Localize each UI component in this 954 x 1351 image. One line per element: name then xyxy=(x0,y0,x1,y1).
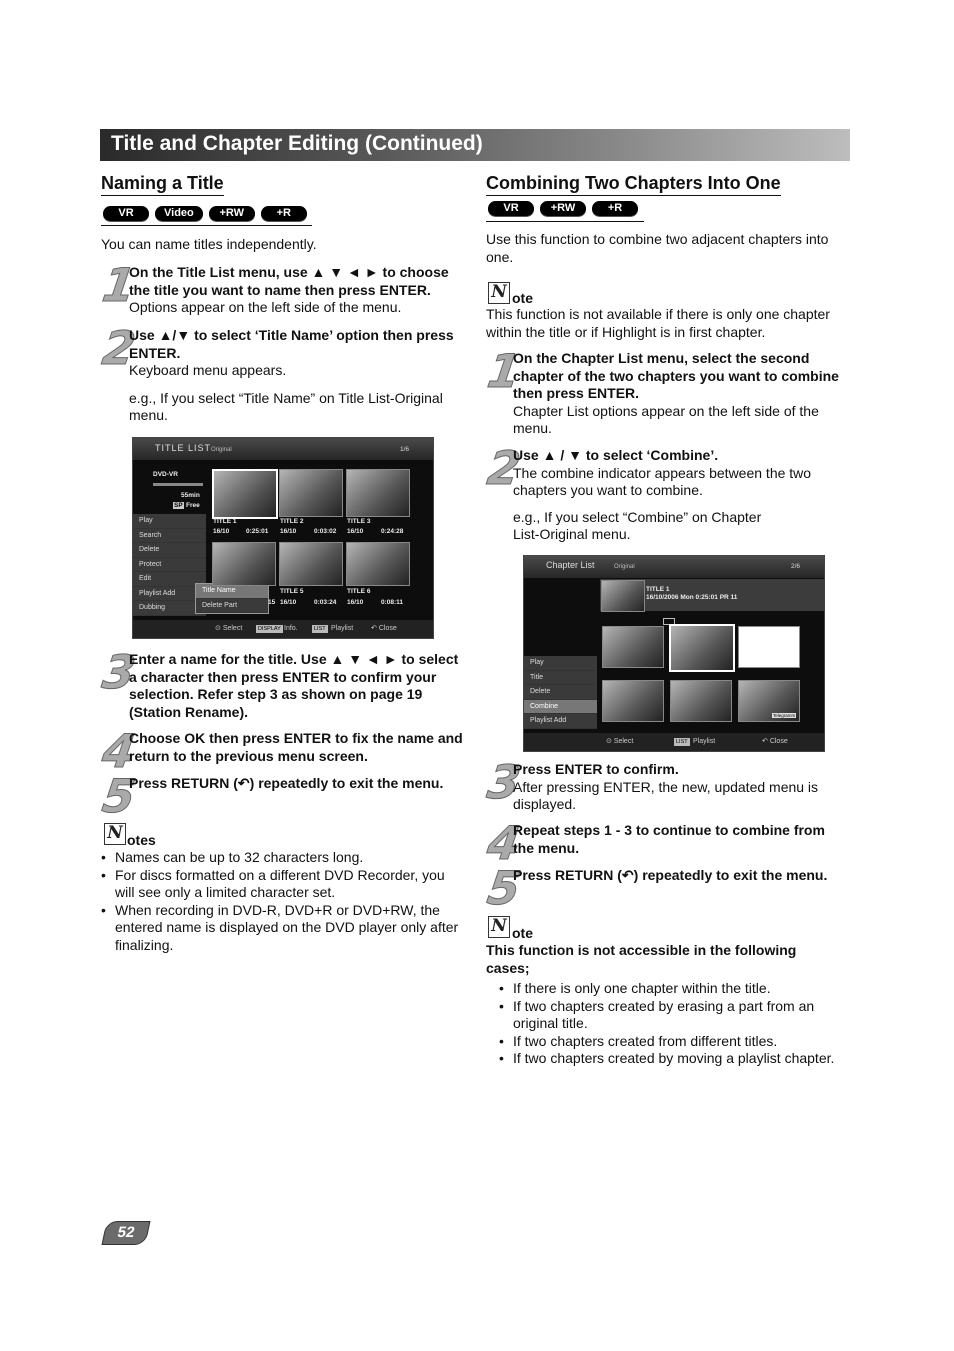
title-date: 16/10 xyxy=(213,528,230,535)
disc-type: DVD-VR xyxy=(153,471,178,478)
menu-item-protect[interactable]: Protect xyxy=(133,558,206,573)
right-step-2-instruction: Use ▲ / ▼ to select ‘Combine’. xyxy=(513,447,719,463)
badge-underline xyxy=(101,225,312,226)
menu-item-combine[interactable]: Combine xyxy=(524,700,597,715)
right-intro: Use this function to combine two adjacent chapters into one. xyxy=(486,231,829,265)
right-step-4 xyxy=(513,822,848,857)
menu-item-playlist-add[interactable]: Playlist Add xyxy=(133,587,206,602)
menu-item-dubbing[interactable]: Dubbing xyxy=(133,601,206,616)
badge-vr: VR xyxy=(103,206,149,221)
right-step-2-detail: The combine indicator appears between the two chapters you want to combine. xyxy=(513,464,812,498)
badge-plus-r: +R xyxy=(261,206,307,221)
title-list-screenshot xyxy=(132,437,434,639)
right-step-4-instruction: Repeat steps 1 - 3 to continue to combine from the menu. xyxy=(513,822,825,856)
title-duration: 0:03:24 xyxy=(314,599,337,606)
right-step-2 xyxy=(513,447,848,544)
list-item: • For discs formatted on a different DVD Recorder, you will see only a limited character set. xyxy=(101,867,466,902)
right-note-2-list xyxy=(499,980,854,1068)
menu-item-title[interactable]: Title xyxy=(524,671,597,686)
left-step-1-detail: Options appear on the left side of the menu. xyxy=(129,299,402,315)
left-step-1 xyxy=(129,264,464,317)
right-step-1 xyxy=(513,350,848,438)
right-step-3-detail: After pressing ENTER, the new, updated menu is displayed. xyxy=(513,778,819,812)
left-intro: You can name titles independently. xyxy=(101,236,317,252)
footer-playlist: Playlist xyxy=(693,738,716,745)
footer-playlist: Playlist xyxy=(331,625,354,632)
note-icon: N xyxy=(104,823,126,845)
chapter-thumbnail[interactable] xyxy=(738,626,800,668)
step-number-1: 1 xyxy=(484,344,524,398)
step-number-5: 5 xyxy=(484,861,524,915)
step-number-2: 2 xyxy=(484,441,524,495)
list-item: • Names can be up to 32 characters long. xyxy=(101,849,466,867)
title-date: 16/10 xyxy=(347,599,364,606)
right-format-badges xyxy=(488,201,638,216)
submenu-title-name[interactable]: Title Name xyxy=(196,584,268,599)
footer-close: ↶ Close xyxy=(371,625,397,632)
left-notes-list xyxy=(101,849,466,954)
note-label: ote xyxy=(512,290,533,306)
chapter-thumbnail[interactable] xyxy=(602,626,664,668)
title-name: TITLE 5 xyxy=(280,588,304,595)
title-thumbnail[interactable] xyxy=(346,542,410,586)
footer-info: Info. xyxy=(284,625,298,632)
menu-item-delete[interactable]: Delete xyxy=(133,543,206,558)
list-item: • When recording in DVD-R, DVD+R or DVD+RW, the entered name is displayed on the DVD player only after finalizing. xyxy=(101,902,466,955)
list-key: LIST xyxy=(676,739,688,745)
title-duration: 0:08:11 xyxy=(381,599,404,606)
step-number-5: 5 xyxy=(99,769,139,823)
title-thumbnail[interactable] xyxy=(279,542,343,586)
badge-plus-rw: +RW xyxy=(540,201,586,216)
badge-plus-rw: +RW xyxy=(209,206,255,221)
chapter-title-info: 16/10/2006 Mon 0:25:01 PR 11 xyxy=(646,594,738,601)
menu-item-play[interactable]: Play xyxy=(133,514,206,529)
screen-header-bar xyxy=(133,438,433,460)
notes-label: otes xyxy=(127,832,156,848)
disc-capacity-bar xyxy=(153,483,203,486)
screen-header-title: TITLE LIST xyxy=(155,443,212,453)
list-item: • If there is only one chapter within the title. xyxy=(499,980,854,998)
menu-item-delete[interactable]: Delete xyxy=(524,685,597,700)
footer-close: ↶ Close xyxy=(762,738,788,745)
title-name: TITLE 6 xyxy=(347,588,371,595)
title-duration: 0:25:01 xyxy=(246,528,269,535)
list-item: • If two chapters created by erasing a part from an original title. xyxy=(499,998,854,1033)
title-date: 16/10 xyxy=(347,528,364,535)
list-item: • If two chapters created from different titles. xyxy=(499,1033,854,1051)
screen-footer xyxy=(133,620,433,638)
badge-plus-r: +R xyxy=(592,201,638,216)
right-step-5-instruction: Press RETURN (↶) repeatedly to exit the menu. xyxy=(513,867,828,883)
badge-video: Video xyxy=(155,206,203,221)
screen-header-bar xyxy=(524,556,824,578)
title-name: TITLE 3 xyxy=(347,518,371,525)
left-step-4 xyxy=(129,730,464,765)
screen-page-indicator: 2/6 xyxy=(790,563,800,570)
title-date: 16/10 xyxy=(280,599,297,606)
submenu-delete-part[interactable]: Delete Part xyxy=(196,599,268,614)
naming-title-heading: Naming a Title xyxy=(101,173,224,196)
sp-mode: SP xyxy=(174,502,183,509)
right-step-1-instruction: On the Chapter List menu, select the second chapter of the two chapters you want to combine then press ENTER. xyxy=(513,350,839,401)
list-item: • If two chapters created by moving a playlist chapter. xyxy=(499,1050,854,1068)
chapter-thumbnail[interactable] xyxy=(602,680,664,722)
left-step-5 xyxy=(129,775,474,793)
page-title: Title and Chapter Editing (Continued) xyxy=(111,132,483,155)
title-name: TITLE 1 xyxy=(213,518,237,525)
list-key: LIST xyxy=(314,626,326,632)
screen-footer xyxy=(524,733,824,751)
note-label: ote xyxy=(512,925,533,941)
title-preview xyxy=(601,580,645,612)
chapter-options-menu xyxy=(524,656,597,729)
right-step-5 xyxy=(513,867,858,885)
edit-submenu xyxy=(195,583,269,614)
screen-page-indicator: 1/6 xyxy=(399,446,409,453)
title-thumbnail[interactable] xyxy=(279,469,343,517)
screen-header-title: Chapter List xyxy=(546,560,595,570)
step-number-4: 4 xyxy=(99,724,139,778)
left-step-2-detail: Keyboard menu appears. xyxy=(129,362,287,378)
left-step-3-instruction: Enter a name for the title. Use ▲ ▼ ◄ ► to select a character then press ENTER to confirm your selection. Refer step 3 as shown on page 19 (Station Rename). xyxy=(129,651,459,720)
left-step-5-instruction: Press RETURN (↶) repeatedly to exit the menu. xyxy=(129,775,444,791)
right-note-1: This function is not available if there is only one chapter within the title or if Highlight is in first chapter. xyxy=(486,306,830,340)
step-number-3: 3 xyxy=(484,755,524,809)
left-step-3 xyxy=(129,651,469,721)
step-number-3: 3 xyxy=(99,645,139,699)
screen-header-sub: Original xyxy=(614,564,635,570)
screen-header-sub: Original xyxy=(211,447,232,453)
step-number-1: 1 xyxy=(99,258,139,312)
left-step-1-instruction: On the Title List menu, use ▲ ▼ ◄ ► to choose the title you want to name then press ENTER. xyxy=(129,264,449,298)
menu-item-playlist-add[interactable]: Playlist Add xyxy=(524,714,597,729)
chapter-title-name: TITLE 1 xyxy=(646,586,670,593)
left-format-badges xyxy=(103,206,307,221)
left-step-2 xyxy=(129,327,464,425)
note-icon: N xyxy=(488,282,510,304)
right-step-1-detail: Chapter List options appear on the left side of the menu. xyxy=(513,402,819,436)
left-step-4-instruction: Choose OK then press ENTER to fix the name and return to the previous menu screen. xyxy=(129,730,463,764)
footer-select: ⊙ Select xyxy=(606,738,634,745)
menu-item-play[interactable]: Play xyxy=(524,656,597,671)
step-number-2: 2 xyxy=(99,321,139,375)
right-step-2-example: e.g., If you select “Combine” on Chapter List-Original menu. xyxy=(513,508,762,542)
chapter-thumbnail[interactable] xyxy=(670,680,732,722)
left-step-2-instruction: Use ▲/▼ to select ‘Title Name’ option then press ENTER. xyxy=(129,327,454,361)
title-thumbnail[interactable] xyxy=(212,469,278,519)
badge-vr: VR xyxy=(488,201,534,216)
combining-chapters-heading: Combining Two Chapters Into One xyxy=(486,173,781,196)
title-duration: 0:03:02 xyxy=(314,528,337,535)
display-key: DISPLAY xyxy=(258,626,281,632)
title-duration: 0:24:28 xyxy=(381,528,404,535)
right-step-3-instruction: Press ENTER to confirm. xyxy=(513,761,679,777)
disc-remaining: 55min xyxy=(181,492,200,499)
badge-underline xyxy=(486,221,644,222)
footer-select: ⊙ Select xyxy=(215,625,243,632)
right-step-3 xyxy=(513,761,848,814)
right-note-2-heading: This function is not accessible in the following cases; xyxy=(486,942,797,976)
step-number-4: 4 xyxy=(484,816,524,870)
title-thumbnail[interactable] xyxy=(212,542,276,586)
free-label: Free xyxy=(186,502,200,509)
chapter-thumbnail[interactable] xyxy=(669,624,735,672)
section-banner xyxy=(100,129,850,161)
title-name: TITLE 2 xyxy=(280,518,304,525)
page-number: 52 xyxy=(101,1221,150,1245)
left-step-2-example: e.g., If you select “Title Name” on Title List-Original menu. xyxy=(129,389,443,423)
thumbnail-tag: Telegramm xyxy=(773,713,796,718)
menu-item-edit[interactable]: Edit xyxy=(133,572,206,587)
title-row-prefix: 15 xyxy=(268,599,276,606)
title-thumbnail[interactable] xyxy=(346,469,410,517)
chapter-list-screenshot xyxy=(523,555,825,752)
title-date: 16/10 xyxy=(280,528,297,535)
menu-item-search[interactable]: Search xyxy=(133,529,206,544)
note-icon: N xyxy=(488,916,510,938)
